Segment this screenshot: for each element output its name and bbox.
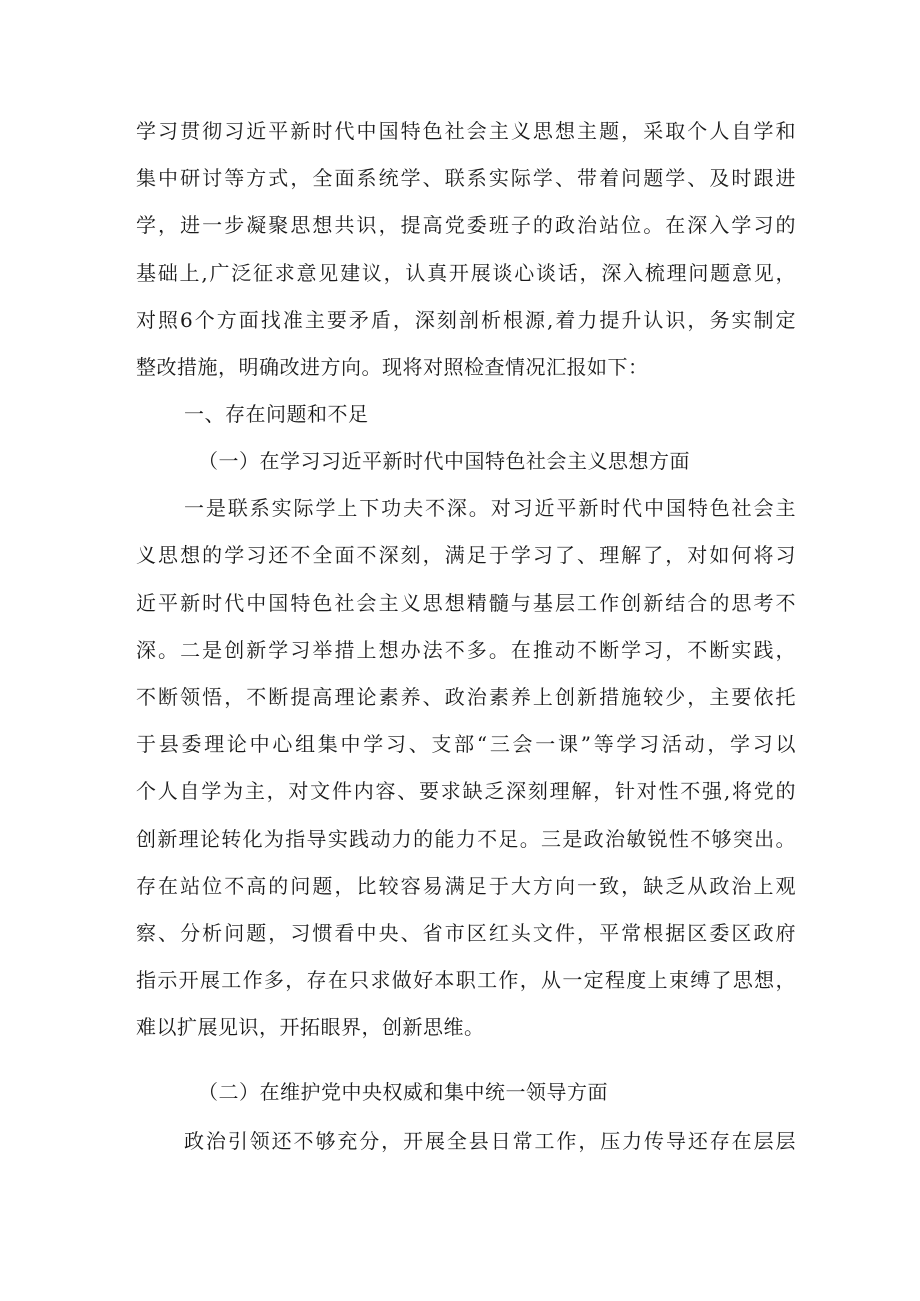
para1-line-5: 不断领悟，不断提高理论素养、政治素养上创新措施较少，主要依托 <box>136 685 796 709</box>
para1-line-1: 一是联系实际学上下功夫不深。对习近平新时代中国特色社会主 <box>184 496 796 520</box>
para1-line-6: 于县委理论中心组集中学习、支部“三会一课”等学习活动，学习以 <box>136 732 796 756</box>
para1-line-8: 创新理论转化为指导实践动力的能力不足。三是政治敏锐性不够突出。 <box>136 827 796 851</box>
section-heading: 一、存在问题和不足 <box>184 402 369 426</box>
para1-line-12: 难以扩展见识，开拓眼界，创新思维。 <box>136 1015 485 1039</box>
intro-line-1: 学习贯彻习近平新时代中国特色社会主义思想主题，采取个人自学和 <box>136 119 796 143</box>
para2-line-1: 政治引领还不够充分，开展全县日常工作，压力传导还存在层层 <box>184 1129 796 1153</box>
para1-line-2: 义思想的学习还不全面不深刻，满足于学习了、理解了，对如何将习 <box>136 543 796 567</box>
intro-line-3: 学，进一步凝聚思想共识，提高党委班子的政治站位。在深入学习的 <box>136 213 796 237</box>
para1-line-10: 察、分析问题，习惯看中央、省市区红头文件，平常根据区委区政府 <box>136 921 796 945</box>
intro-line-5: 对照6个方面找准主要矛盾，深刻剖析根源,着力提升认识，务实制定 <box>136 308 796 332</box>
intro-line-2: 集中研讨等方式，全面系统学、联系实际学、带着问题学、及时跟进 <box>136 166 796 190</box>
para1-line-4: 深。二是创新学习举措上想办法不多。在推动不断学习，不断实践， <box>136 638 796 662</box>
intro-line-6: 整改措施，明确改进方向。现将对照检查情况汇报如下： <box>136 355 649 379</box>
intro-line-4: 基础上,广泛征求意见建议，认真开展谈心谈话，深入梳理问题意见， <box>136 261 796 285</box>
subsection-heading-2: （二）在维护党中央权威和集中统一领导方面 <box>198 1080 608 1104</box>
para1-line-3: 近平新时代中国特色社会主义思想精髓与基层工作创新结合的思考不 <box>136 591 796 615</box>
para1-line-9: 存在站位不高的问题，比较容易满足于大方向一致，缺乏从政治上观 <box>136 874 796 898</box>
para1-line-7: 个人自学为主，对文件内容、要求缺乏深刻理解，针对性不强,将党的 <box>136 779 796 803</box>
subsection-heading-1: （一）在学习习近平新时代中国特色社会主义思想方面 <box>198 449 690 473</box>
para1-line-11: 指示开展工作多，存在只求做好本职工作，从一定程度上束缚了思想， <box>136 968 796 992</box>
